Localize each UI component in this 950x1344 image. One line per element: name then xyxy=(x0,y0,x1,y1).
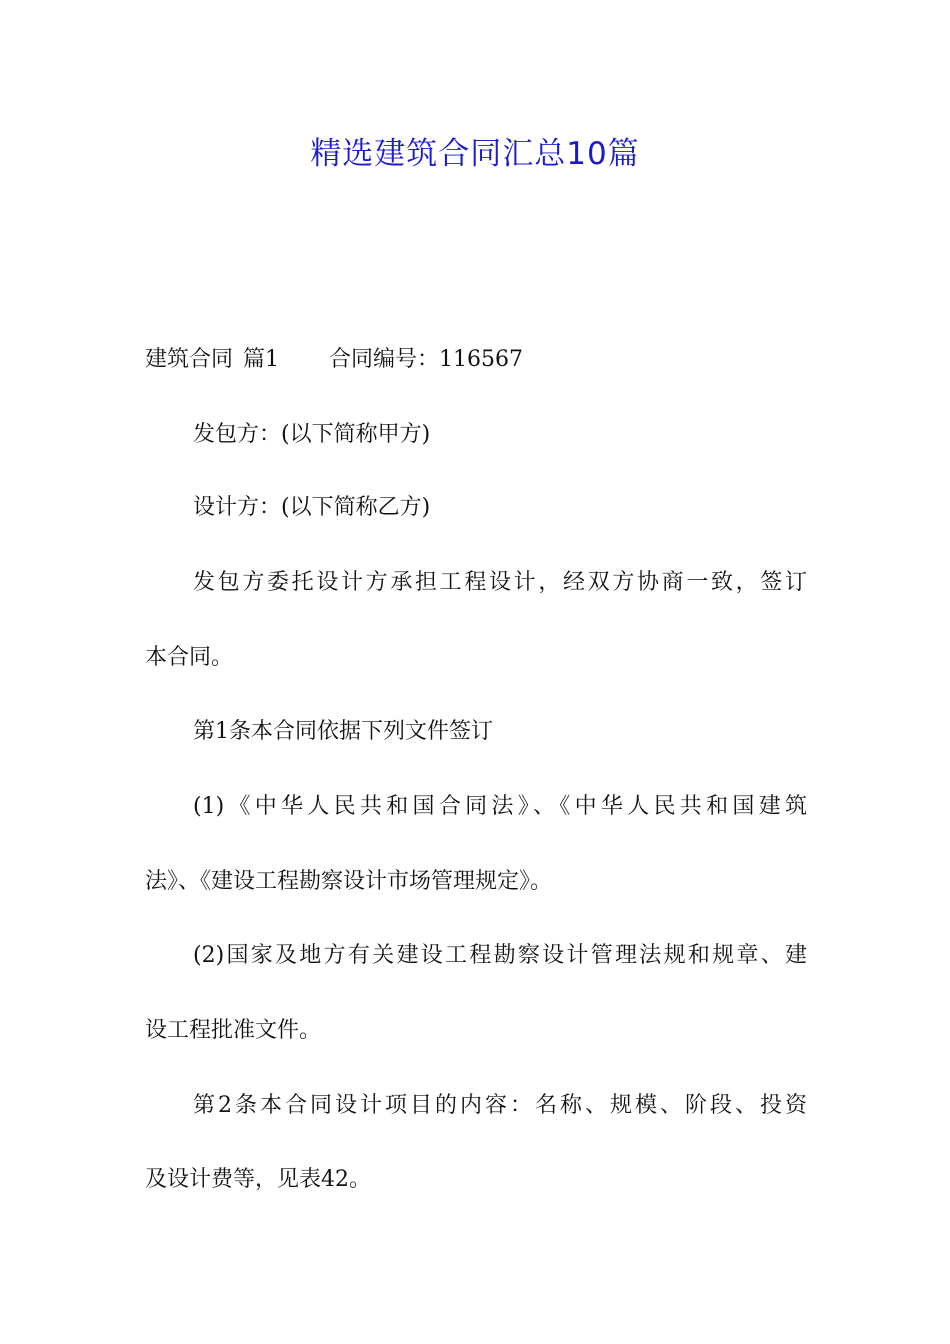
paragraph-line: (1)《中华人民共和国合同法》、《中华人民共和国建筑 xyxy=(193,794,807,819)
paragraph-line: 发包方委托设计方承担工程设计，经双方协商一致，签订 xyxy=(193,570,807,595)
contract-section: 篇1 xyxy=(243,347,280,372)
contract-label: 建筑合同 xyxy=(145,347,234,372)
paragraph-line: 第1条本合同依据下列文件签订 xyxy=(193,719,493,744)
paragraph-line: 及设计费等，见表42。 xyxy=(145,1167,371,1192)
paragraph-line: (2)国家及地方有关建设工程勘察设计管理法规和规章、建 xyxy=(193,943,807,968)
paragraph-line: 设工程批准文件。 xyxy=(145,1018,322,1043)
paragraph-line: 本合同。 xyxy=(145,645,234,670)
paragraph-line: 发包方：(以下简称甲方) xyxy=(193,422,431,447)
paragraph-line: 设计方：(以下简称乙方) xyxy=(193,495,431,520)
contract-number: 合同编号：116567 xyxy=(329,347,523,372)
document-title: 精选建筑合同汇总10篇 xyxy=(310,136,640,172)
paragraph-line: 法》、《建设工程勘察设计市场管理规定》。 xyxy=(145,869,553,894)
paragraph-line: 第2条本合同设计项目的内容：名称、规模、阶段、投资 xyxy=(193,1093,807,1118)
contract-header-line xyxy=(145,345,807,375)
